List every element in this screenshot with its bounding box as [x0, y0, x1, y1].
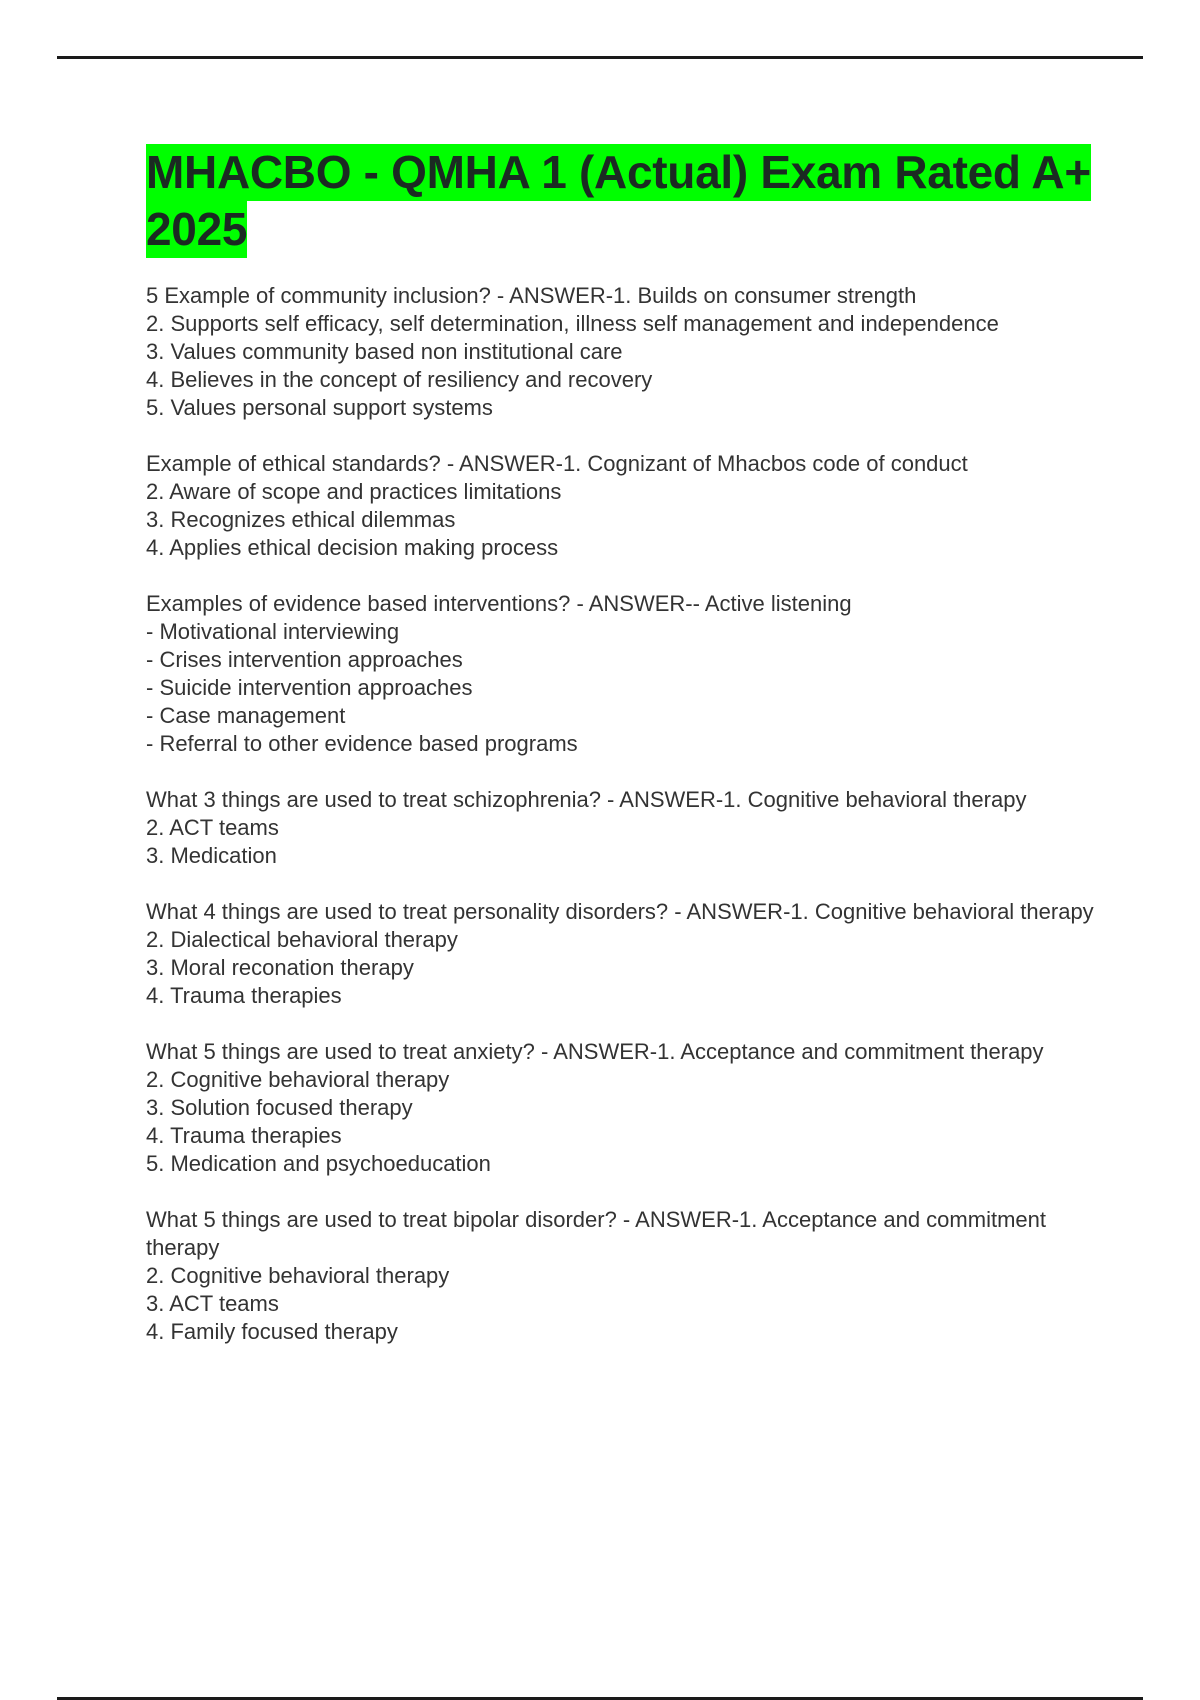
qa-line: 3. Values community based non institutional care	[146, 339, 623, 364]
qa-line: 4. Family focused therapy	[146, 1319, 398, 1344]
document-body	[146, 144, 1106, 1374]
qa-line: - Referral to other evidence based programs	[146, 731, 578, 756]
qa-line: 5. Values personal support systems	[146, 395, 493, 420]
qa-line: 4. Applies ethical decision making process	[146, 535, 559, 560]
qa-section-ethical-standards	[146, 450, 1106, 562]
qa-section-evidence-based-interventions	[146, 590, 1106, 758]
qa-line: 2. ACT teams	[146, 815, 279, 840]
qa-section-personality-disorders	[146, 898, 1106, 1010]
qa-line: 2. Dialectical behavioral therapy	[146, 927, 458, 952]
qa-section-anxiety	[146, 1038, 1106, 1178]
qa-list	[146, 282, 1106, 1346]
qa-line: 3. Moral reconation therapy	[146, 955, 414, 980]
qa-section-schizophrenia	[146, 786, 1106, 870]
qa-line: 3. Recognizes ethical dilemmas	[146, 507, 456, 532]
qa-line: 3. Solution focused therapy	[146, 1095, 413, 1120]
qa-line: What 5 things are used to treat anxiety? - ANSWER-1. Acceptance and commitment therapy	[146, 1039, 1044, 1064]
document-title	[146, 144, 1106, 258]
qa-section-community-inclusion	[146, 282, 1106, 422]
qa-line: 4. Believes in the concept of resiliency and recovery	[146, 367, 653, 392]
header-rule	[57, 56, 1143, 59]
qa-line: What 3 things are used to treat schizophrenia? - ANSWER-1. Cognitive behavioral therapy	[146, 787, 1027, 812]
qa-line: 2. Aware of scope and practices limitations	[146, 479, 562, 504]
qa-line: What 5 things are used to treat bipolar disorder? - ANSWER-1. Acceptance and commitment therapy	[146, 1207, 1053, 1260]
qa-section-bipolar-disorder	[146, 1206, 1106, 1346]
qa-line: 3. Medication	[146, 843, 277, 868]
title-highlight: MHACBO - QMHA 1 (Actual) Exam Rated A+ 2025	[146, 144, 1091, 258]
qa-line: - Suicide intervention approaches	[146, 675, 473, 700]
qa-line: 5 Example of community inclusion? - ANSWER-1. Builds on consumer strength	[146, 283, 917, 308]
qa-line: 2. Cognitive behavioral therapy	[146, 1067, 450, 1092]
qa-line: - Crises intervention approaches	[146, 647, 463, 672]
qa-line: 2. Cognitive behavioral therapy	[146, 1263, 450, 1288]
qa-line: - Case management	[146, 703, 346, 728]
qa-line: 5. Medication and psychoeducation	[146, 1151, 491, 1176]
qa-line: 4. Trauma therapies	[146, 983, 342, 1008]
qa-line: 3. ACT teams	[146, 1291, 279, 1316]
qa-line: Examples of evidence based interventions? - ANSWER-- Active listening	[146, 591, 852, 616]
qa-line: 2. Supports self efficacy, self determination, illness self management and independence	[146, 311, 999, 336]
qa-line: - Motivational interviewing	[146, 619, 400, 644]
qa-line: What 4 things are used to treat personality disorders? - ANSWER-1. Cognitive behavioral therapy	[146, 899, 1094, 924]
qa-line: 4. Trauma therapies	[146, 1123, 342, 1148]
qa-line: Example of ethical standards? - ANSWER-1. Cognizant of Mhacbos code of conduct	[146, 451, 968, 476]
